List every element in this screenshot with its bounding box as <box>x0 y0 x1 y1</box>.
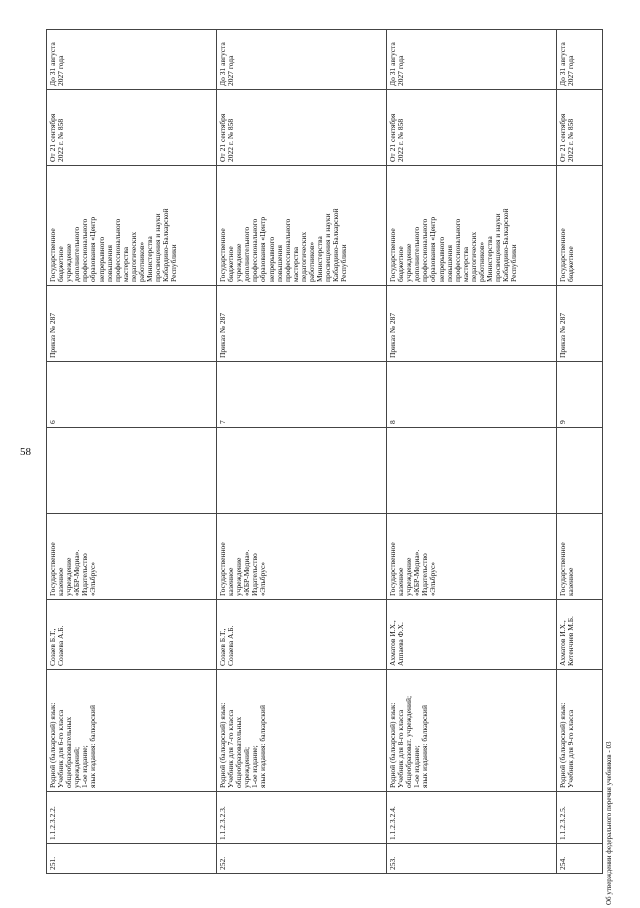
cell-line: повышения <box>444 245 454 282</box>
cell-line: казенное <box>56 567 66 596</box>
cell-line: непрерывного <box>436 236 446 282</box>
cell-line: непрерывного <box>96 236 106 282</box>
cell-line: Министерства <box>145 236 155 282</box>
cell-line: педагогических <box>128 231 138 282</box>
cell-line: Государственное <box>218 228 227 282</box>
cell-line: Кабардино-Балкарской <box>331 208 341 282</box>
cell-n: 9 <box>557 362 603 428</box>
cell-line: Государственное <box>388 542 397 596</box>
cell-line: Учебник для 7-го класса <box>226 709 236 788</box>
cell-line: Государственное <box>388 228 397 282</box>
page-number: 58 <box>20 446 31 458</box>
cell-line: Ахматов И.Х., <box>558 620 567 666</box>
cell-line: До 31 августа <box>218 42 227 86</box>
cell-org <box>557 166 603 286</box>
cell-line: учреждение <box>64 557 74 596</box>
cell-line: Учебник для 8-го класса <box>396 709 406 788</box>
cell-line: просвещения и науки <box>493 213 503 282</box>
cell-line: общеобразовательных <box>234 716 244 788</box>
cell-until <box>557 30 603 90</box>
cell-line: От 21 сентября <box>218 113 227 162</box>
cell-num: 253. <box>387 844 557 874</box>
cell-line: учреждение <box>404 557 414 596</box>
cell-n: 7 <box>217 362 387 428</box>
cell-line: 2022 г. № 858 <box>56 118 66 162</box>
cell-line: работников» <box>477 241 487 282</box>
table-body <box>47 30 603 874</box>
cell-line: язык издания: балкарский <box>420 705 430 788</box>
table-row <box>217 30 387 874</box>
cell-line: 2022 г. № 858 <box>396 118 406 162</box>
cell-line: мастерства <box>120 246 130 282</box>
cell-authors <box>557 600 603 670</box>
cell-line: Кабардино-Балкарской <box>161 208 171 282</box>
cell-line: «Эльбрус» <box>258 561 268 596</box>
cell-line: Родной (балкарский) язык: <box>48 702 57 788</box>
cell-line: Министерства <box>485 236 495 282</box>
cell-line: бюджетное <box>396 246 406 282</box>
cell-line: учреждений; <box>242 746 252 788</box>
cell-until <box>387 30 557 90</box>
cell-line: «КБР-Медиа». <box>72 549 82 596</box>
cell-line: профессионального <box>80 218 90 282</box>
cell-line: Созаева А.Б. <box>56 625 66 666</box>
cell-num: 251. <box>47 844 217 874</box>
table-row <box>387 30 557 874</box>
cell-line: Республики <box>169 244 179 282</box>
cell-line: дополнительного <box>242 226 252 282</box>
cell-line: учреждение <box>404 243 414 282</box>
cell-line: учреждение <box>234 243 244 282</box>
cell-line: повышения <box>104 245 114 282</box>
cell-line: 1-ое издание; <box>412 745 422 788</box>
cell-code: 1.1.2.3.2.3. <box>217 792 387 844</box>
cell-line: общеобразовательных <box>64 716 74 788</box>
cell-line: До 31 августа <box>388 42 397 86</box>
cell-order: Приказ № 287 <box>47 286 217 362</box>
cell-line: Издательство <box>250 553 260 596</box>
cell-line: Родной (балкарский) язык: <box>558 702 567 788</box>
cell-title <box>387 670 557 792</box>
cell-code: 1.1.2.3.2.2. <box>47 792 217 844</box>
cell-line: казенное <box>566 567 576 596</box>
cell-line: просвещения и науки <box>323 213 333 282</box>
textbook-table <box>46 29 603 874</box>
cell-publisher <box>387 514 557 600</box>
cell-authors <box>217 600 387 670</box>
cell-line: До 31 августа <box>48 42 57 86</box>
cell-line: Родной (балкарский) язык: <box>218 702 227 788</box>
cell-line: Учебник для 6-го класса <box>56 709 66 788</box>
cell-order: Приказ № 287 <box>557 286 603 362</box>
cell-line: профессионального <box>250 218 260 282</box>
cell-line: Созаев Б.Т., <box>218 628 227 666</box>
cell-line: 1-ое издание; <box>80 745 90 788</box>
cell-line: мастерства <box>460 246 470 282</box>
cell-empty <box>217 428 387 514</box>
cell-line: 1-ое издание; <box>250 745 260 788</box>
cell-line: Министерства <box>315 236 325 282</box>
cell-line: До 31 августа <box>558 42 567 86</box>
cell-line: работников» <box>307 241 317 282</box>
cell-line: От 21 сентября <box>558 113 567 162</box>
cell-n: 6 <box>47 362 217 428</box>
cell-date <box>557 90 603 166</box>
cell-line: Республики <box>509 244 519 282</box>
cell-line: учреждение <box>64 243 74 282</box>
cell-line: бюджетное <box>566 246 576 282</box>
cell-num: 252. <box>217 844 387 874</box>
cell-until <box>217 30 387 90</box>
cell-line: 2027 года <box>56 55 66 86</box>
cell-line: Ахматов И.Х., <box>388 620 397 666</box>
cell-order: Приказ № 287 <box>217 286 387 362</box>
cell-org <box>47 166 217 286</box>
cell-line: Издательство <box>80 553 90 596</box>
cell-line: Родной (балкарский) язык: <box>388 702 397 788</box>
cell-line: просвещения и науки <box>153 213 163 282</box>
cell-line: педагогических <box>298 231 308 282</box>
cell-line: Учебник для 9-го класса <box>566 709 576 788</box>
cell-empty <box>557 428 603 514</box>
cell-title <box>47 670 217 792</box>
cell-line: От 21 сентября <box>388 113 397 162</box>
cell-line: Государственное <box>218 542 227 596</box>
cell-line: 2027 года <box>396 55 406 86</box>
cell-line: общеобразоват. учреждений; <box>404 695 414 788</box>
cell-line: Кетенчиев М.Б. <box>566 616 576 666</box>
cell-line: Республики <box>339 244 349 282</box>
cell-line: 2022 г. № 858 <box>566 118 576 162</box>
cell-line: 2022 г. № 858 <box>226 118 236 162</box>
table-row <box>47 30 217 874</box>
cell-until <box>47 30 217 90</box>
cell-line: 2027 года <box>566 55 576 86</box>
cell-line: Кабардино-Балкарской <box>501 208 511 282</box>
cell-line: дополнительного <box>412 226 422 282</box>
cell-publisher <box>217 514 387 600</box>
cell-empty <box>47 428 217 514</box>
cell-code: 1.1.2.3.2.4. <box>387 792 557 844</box>
cell-line: Созаев Б.Т., <box>48 628 57 666</box>
cell-authors <box>47 600 217 670</box>
cell-order: Приказ № 287 <box>387 286 557 362</box>
footer-text: Об утверждении федерального перечня учебников - 03 <box>605 741 613 905</box>
cell-line: Издательство <box>420 553 430 596</box>
cell-line: Государственное <box>558 228 567 282</box>
cell-line: Аппаева Ф.Х. <box>396 622 406 666</box>
cell-publisher <box>47 514 217 600</box>
table-row <box>557 30 603 874</box>
cell-org <box>217 166 387 286</box>
cell-org <box>387 166 557 286</box>
cell-line: непрерывного <box>266 236 276 282</box>
cell-line: Государственное <box>558 542 567 596</box>
cell-line: Государственное <box>48 228 57 282</box>
cell-line: образования «Центр <box>88 216 98 282</box>
cell-title <box>217 670 387 792</box>
cell-line: профессионального <box>112 218 122 282</box>
cell-line: педагогических <box>468 231 478 282</box>
cell-line: От 21 сентября <box>48 113 57 162</box>
cell-num: 254. <box>557 844 603 874</box>
cell-line: «КБР-Медиа». <box>412 549 422 596</box>
cell-authors <box>387 600 557 670</box>
cell-line: повышения <box>274 245 284 282</box>
document-table-rotated <box>46 30 602 874</box>
cell-line: бюджетное <box>226 246 236 282</box>
cell-line: казенное <box>396 567 406 596</box>
cell-line: язык издания: балкарский <box>88 705 98 788</box>
cell-date <box>217 90 387 166</box>
cell-publisher <box>557 514 603 600</box>
cell-line: дополнительного <box>72 226 82 282</box>
cell-line: мастерства <box>290 246 300 282</box>
cell-line: профессионального <box>452 218 462 282</box>
cell-line: «КБР-Медиа». <box>242 549 252 596</box>
cell-line: 2027 года <box>226 55 236 86</box>
cell-date <box>387 90 557 166</box>
cell-code: 1.1.2.3.2.5. <box>557 792 603 844</box>
cell-line: Созаева А.Б. <box>226 625 236 666</box>
cell-line: казенное <box>226 567 236 596</box>
cell-line: «Эльбрус» <box>428 561 438 596</box>
cell-empty <box>387 428 557 514</box>
cell-line: образования «Центр <box>428 216 438 282</box>
cell-line: учреждение <box>234 557 244 596</box>
cell-line: профессионального <box>282 218 292 282</box>
cell-line: Государственное <box>48 542 57 596</box>
cell-line: бюджетное <box>56 246 66 282</box>
cell-n: 8 <box>387 362 557 428</box>
cell-line: образования «Центр <box>258 216 268 282</box>
cell-date <box>47 90 217 166</box>
cell-line: работников» <box>137 241 147 282</box>
cell-line: «Эльбрус» <box>88 561 98 596</box>
cell-line: профессионального <box>420 218 430 282</box>
cell-line: язык издания: балкарский <box>258 705 268 788</box>
cell-line: учреждений; <box>72 746 82 788</box>
cell-title <box>557 670 603 792</box>
